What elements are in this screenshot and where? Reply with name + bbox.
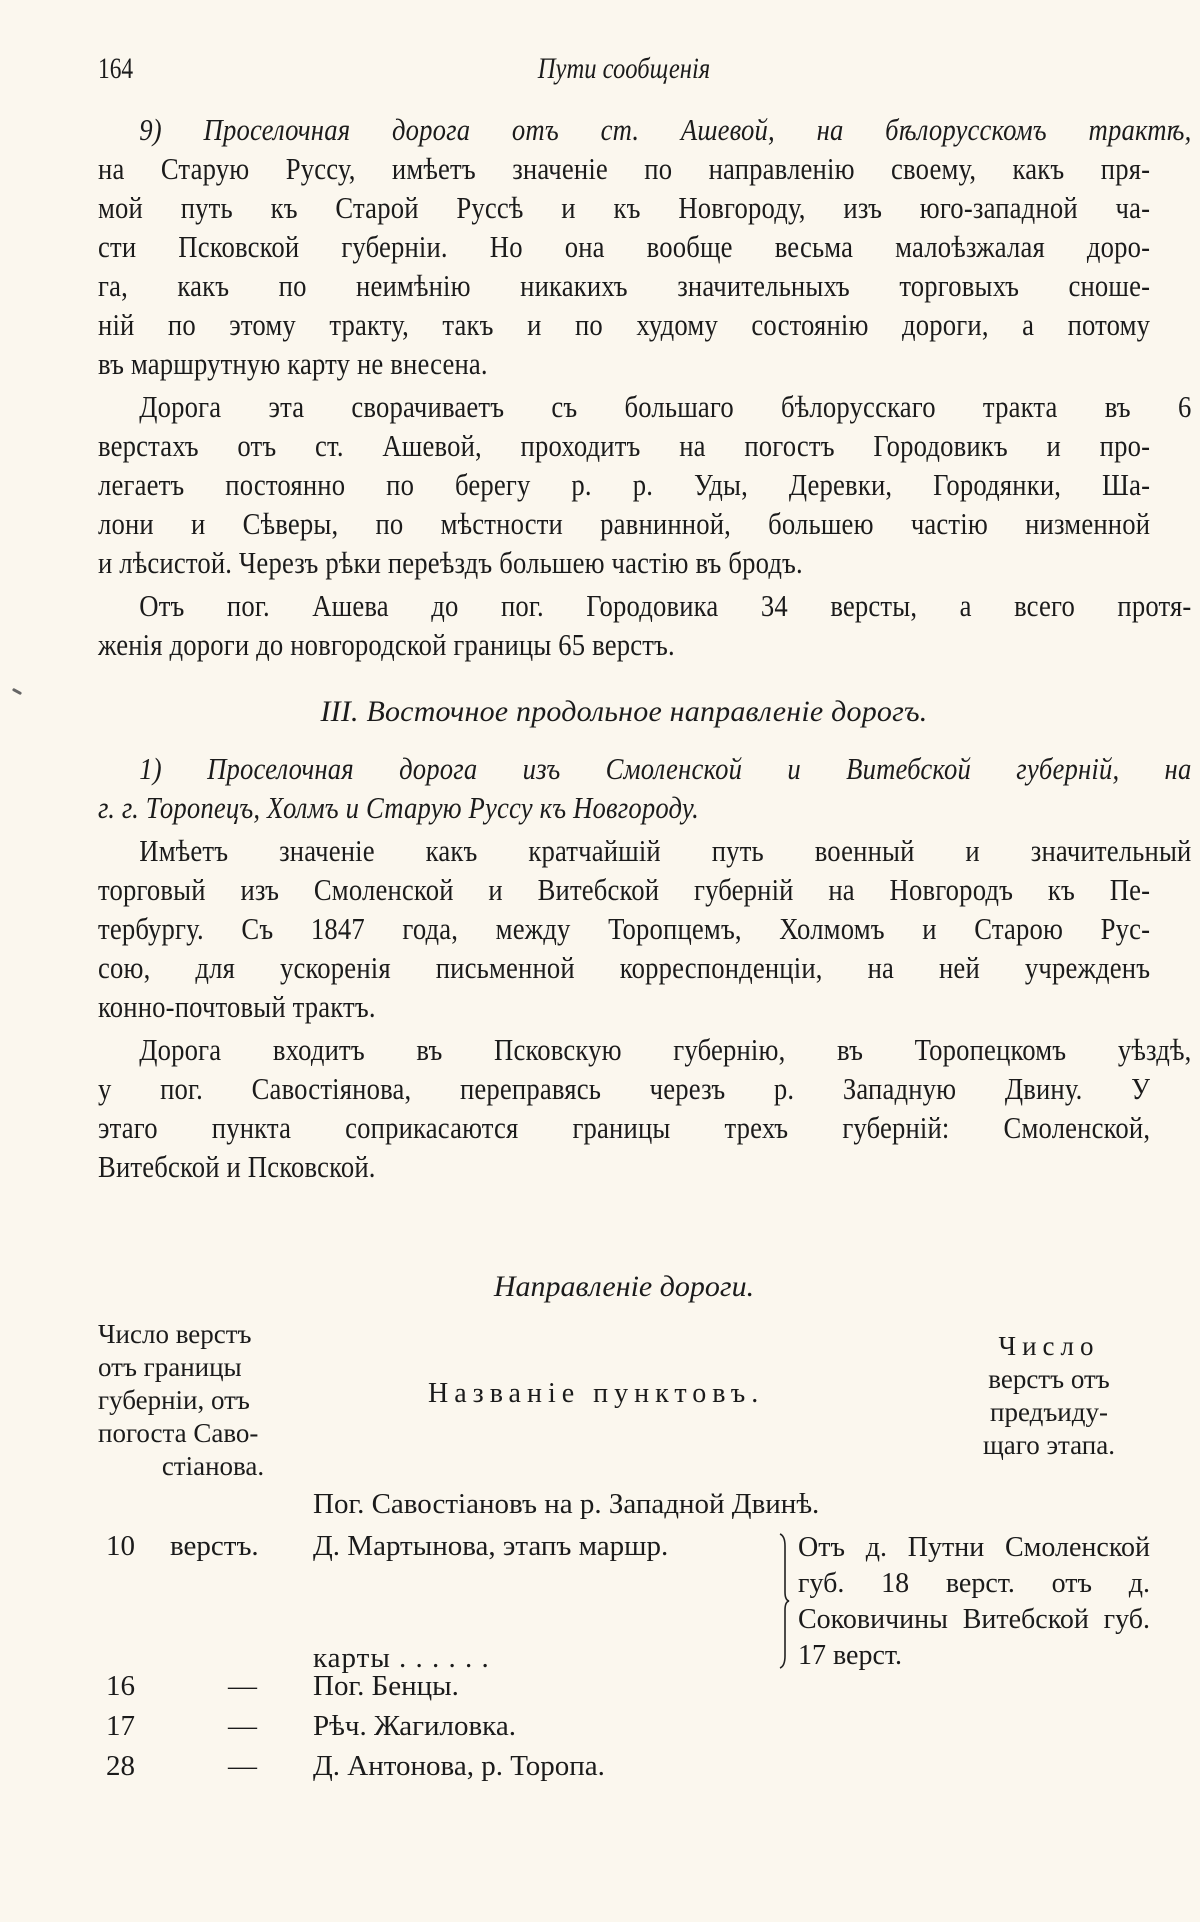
verst-unit: верстъ. (170, 1530, 259, 1562)
header-line: верстъ отъ (988, 1364, 1110, 1394)
header-line: отъ границы (98, 1352, 242, 1382)
text-line: женія дороги до новгородской границы 65 верстъ. (98, 627, 675, 662)
header-line: Число (998, 1331, 1100, 1361)
header-line: погоста Саво- (98, 1418, 259, 1448)
running-title: Пути сообщенія (537, 52, 711, 85)
route-start-point: Пог. Савостіановъ на р. Западной Двинѣ. (313, 1488, 820, 1520)
text-line: и лѣсистой. Черезъ рѣки переѣздъ большею частію въ бродъ. (98, 545, 803, 580)
text-line: этаго пункта соприкасаются границы трехъ губерній: Смоленской, (98, 1110, 1151, 1145)
text-line: въ маршрутную карту не внесена. (98, 346, 488, 381)
text-line: Дорога входитъ въ Псковскую губернію, въ Торопецкомъ уѣздѣ, (139, 1032, 1192, 1067)
ditto-dash: — (228, 1750, 257, 1782)
text-line: торговый изъ Смоленской и Витебской губерній на Новгородъ къ Пе- (98, 872, 1151, 907)
verst-count: 28 (106, 1750, 135, 1782)
header-cumulative-versts (98, 1318, 328, 1483)
page-body (98, 110, 1192, 1186)
route-table-header (98, 1310, 1150, 1480)
text-line: Дорога эта сворачиваетъ съ большаго бѣлорусскаго тракта въ 6 (139, 389, 1192, 424)
header-point-names: Названіе пунктовъ. (428, 1378, 765, 1409)
text-line: тербургу. Съ 1847 года, между Торопцемъ, Холмомъ и Старою Рус- (98, 911, 1151, 946)
brace-icon (778, 1532, 790, 1670)
verst-count: 10 (106, 1530, 135, 1562)
text-line: сти Псковской губерніи. Но она вообще весьма малоѣзжалая доро- (98, 229, 1151, 264)
table-row (98, 1530, 1150, 1674)
page-header (98, 52, 1150, 92)
text-line: у пог. Савостіянова, переправясь черезъ р. Западную Двину. У (98, 1071, 1151, 1106)
ditto-dash: — (228, 1670, 257, 1702)
header-line: Число верстъ (98, 1319, 252, 1349)
table-row (98, 1670, 1150, 1710)
text-line: г. г. Торопецъ, Холмъ и Старую Руссу къ Новгороду. (98, 790, 699, 825)
text-line: лони и Сѣверы, по мѣстности равнинной, большею частію низменной (98, 506, 1151, 541)
section-3-paragraph-2 (98, 1030, 1192, 1186)
point-name: Д. Антонова, р. Торопа. (313, 1750, 605, 1782)
table-row (98, 1710, 1150, 1750)
section-heading: III. Восточное продольное направленіе дорогъ. (320, 695, 928, 728)
text-line: конно-почтовый трактъ. (98, 989, 376, 1024)
text-line: га, какъ по неимѣнію никакихъ значительныхъ торговыхъ сноше- (98, 268, 1151, 303)
text-line: мой путь къ Старой Руссѣ и къ Новгороду, изъ юго-западной ча- (98, 190, 1151, 225)
section-3-paragraph-1 (98, 831, 1192, 1026)
header-line: предъиду- (990, 1397, 1108, 1427)
route-table (98, 1270, 1150, 1790)
ditto-dash: — (228, 1710, 257, 1742)
header-line: губерніи, отъ (98, 1385, 250, 1415)
point-name: Д. Мартынова, этапъ маршр. (313, 1530, 669, 1562)
text-line: Витебской и Псковской. (98, 1149, 376, 1184)
point-name-continued: карты . . . . . . (313, 1642, 490, 1674)
section-9-paragraph-2 (98, 387, 1192, 582)
header-stage-versts (948, 1330, 1150, 1462)
text-line: сою, для ускоренія письменной корреспонденціи, на ней учрежденъ (98, 950, 1151, 985)
margin-mark (12, 688, 22, 695)
header-line: стіанова. (161, 1451, 265, 1481)
point-name: Пог. Бенцы. (313, 1670, 459, 1702)
text-line: легаетъ постоянно по берегу р. р. Уды, Деревки, Городянки, Ша- (98, 467, 1151, 502)
text-line: Имѣетъ значеніе какъ кратчайшій путь военный и значительный (139, 833, 1192, 868)
verst-count: 17 (106, 1710, 135, 1742)
point-name: Рѣч. Жагиловка. (313, 1710, 516, 1742)
text-line: 1) Проселочная дорога изъ Смоленской и Витебской губерній, на (139, 751, 1192, 786)
stage-note: Отъ д. Путни Смоленской губ. 18 верст. отъ д. Соковичины Витебской губ. 17 верст. (798, 1532, 1150, 1671)
verst-count: 16 (106, 1670, 135, 1702)
text-line: верстахъ отъ ст. Ашевой, проходитъ на погостъ Городовикъ и про- (98, 428, 1151, 463)
text-line: Отъ пог. Ашева до пог. Городовика 34 версты, а всего протя- (139, 588, 1192, 623)
text-line: ній по этому тракту, такъ и по худому состоянію дороги, а потому (98, 307, 1151, 342)
text-line: на Старую Руссу, имѣетъ значеніе по направленію своему, какъ пря- (98, 151, 1151, 186)
text-line: 9) Проселочная дорога отъ ст. Ашевой, на бѣлорусскомъ трактѣ, (139, 112, 1192, 147)
route-table-title: Направленіе дороги. (493, 1270, 755, 1303)
section-3-item-1-title (98, 749, 1192, 827)
table-row (98, 1750, 1150, 1790)
header-line: щаго этапа. (983, 1430, 1115, 1460)
page-number: 164 (98, 52, 134, 85)
section-9-paragraph-1 (98, 110, 1192, 383)
section-9-paragraph-3 (98, 586, 1192, 664)
